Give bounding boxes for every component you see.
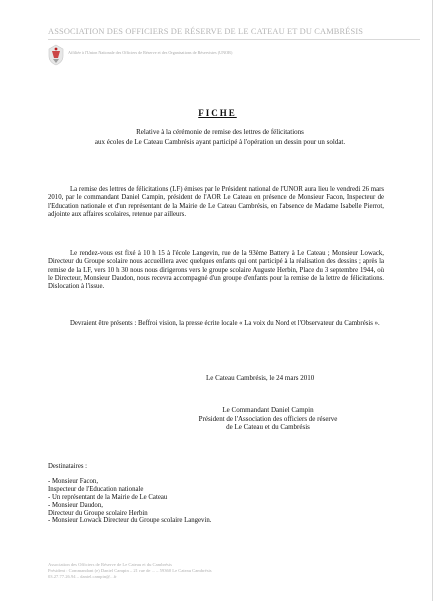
signature-name: Le Commandant Daniel Campin bbox=[222, 406, 314, 414]
paragraph-attendees: Devraient être présents : Beffroi vision, la presse écrite locale « La voix du Nord et l'Observateur du Cambrésis ». bbox=[70, 320, 380, 327]
recipient-line: - Monsieur Daudon, bbox=[48, 501, 103, 509]
page-edge bbox=[432, 0, 433, 601]
recipients-list bbox=[48, 463, 211, 525]
association-logo-icon bbox=[47, 44, 65, 66]
recipient-line: Directeur du Groupe scolaire Herbin bbox=[48, 509, 148, 517]
organization-header: ASSOCIATION DES OFFICIERS DE RÉSERVE DE LE CATEAU ET DU CAMBRÉSIS bbox=[48, 27, 364, 36]
footer-line-3: 03.27.77.26.94 – daniel.campin@...fr bbox=[48, 574, 117, 579]
recipient-line: - Un représentant de la Mairie de Le Cateau bbox=[48, 493, 168, 501]
subject-line-1: Relative à la cérémonie de remise des lettres de félicitations bbox=[136, 128, 304, 136]
document-subject bbox=[50, 128, 390, 147]
footer-line-2: Président : Commandant (e) Daniel Campin – 21 rue de ... – 59360 Le Cateau Cambrésis bbox=[48, 568, 212, 573]
date-line: Le Cateau Cambrésis, le 24 mars 2010 bbox=[206, 374, 315, 382]
header-divider bbox=[48, 39, 420, 40]
affiliation-line: Affiliée à l'Union Nationale des Officiers de Réserve et des Organisations de Réservistes (UNOR) bbox=[68, 50, 233, 55]
signature-organization: de Le Cateau et du Cambrésis bbox=[226, 423, 310, 431]
subject-line-2: aux écoles de Le Cateau Cambrésis ayant participé à l'opération un dessin pour un soldat. bbox=[94, 137, 346, 146]
signature-title: Président de l'Association des officiers de réserve bbox=[198, 414, 338, 423]
document-title: FICHE bbox=[198, 108, 237, 118]
footer-line-1: Association des Officiers de Réserve de Le Cateau et du Cambrésis bbox=[48, 562, 172, 567]
paragraph-ceremony: La remise des lettres de félicitations (LF) émises par le Président national de l'UNOR aura lieu le vendredi 26 mars 2010, par le commandant Daniel Campin, président de l'AOR Le Cateau en présence de Monsieur Facon, Inspecteur de l'Education nationale et d'un représentant de la Mairie de Le Cateau Cambrésis, en l'absence de Madame Isabelle Pierrot, adjointe aux affaires scolaires, retenue par ailleurs. bbox=[48, 186, 384, 218]
recipients-heading: Destinataires : bbox=[48, 463, 88, 470]
signature-block bbox=[168, 406, 368, 432]
recipient-line: - Monsieur Lowack Directeur du Groupe scolaire Langevin. bbox=[48, 517, 212, 525]
recipient-line: - Monsieur Facon, bbox=[48, 477, 99, 485]
paragraph-schedule: Le rendez-vous est fixé à 10 h 15 à l'école Langevin, rue de la 93ème Battery à Le Cateau ; Monsieur Lowack, Directeur du Groupe scolaire nous accueillera avec quelques enfants qui ont participé à la réalisation des dessins ; après la remise de la LF, vers 10 h 30 nous nous dirigerons vers le groupe scolaire Auguste Herbin, Place du 3 septembre 1944, où le Directeur, Monsieur Daudon, nous recevra accompagné d'un groupe d'enfants pour la remise de la lettre de félicitations. Dislocation à l'issue. bbox=[48, 250, 384, 291]
page-footer bbox=[48, 562, 418, 580]
recipient-line: Inspecteur de l'Education nationale bbox=[48, 485, 144, 493]
